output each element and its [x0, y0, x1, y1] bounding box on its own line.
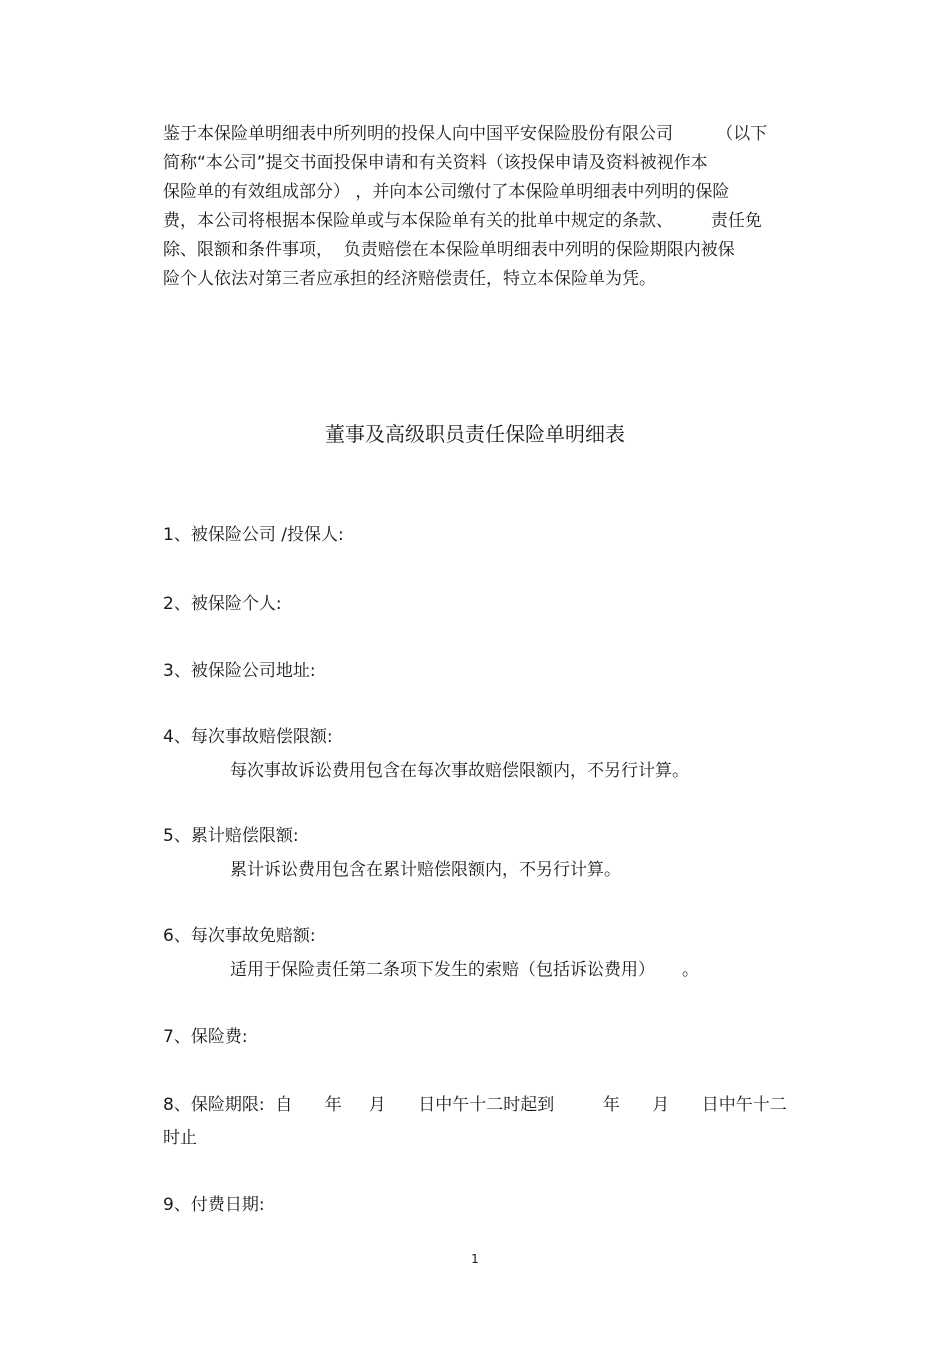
intro-line: 保险单的有效组成部分） ，并向本公司缴付了本保险单明细表中列明的保险: [163, 182, 730, 202]
intro-line: 除、限额和条件事项， 负责赔偿在本保险单明细表中列明的保险期限内被保: [163, 240, 735, 260]
item-deductible: 6、每次事故免赔额:: [163, 926, 316, 946]
intro-paragraph: [163, 120, 803, 294]
item-aggregate-limit-note: 累计诉讼费用包含在累计赔偿限额内，不另行计算。: [230, 860, 621, 880]
item-insured-company: 1、被保险公司 /投保人:: [163, 525, 344, 545]
page-number: 1: [471, 1252, 479, 1266]
item-per-incident-limit-note: 每次事故诉讼费用包含在每次事故赔偿限额内，不另行计算。: [230, 761, 689, 781]
item-aggregate-limit: 5、累计赔偿限额:: [163, 826, 299, 846]
intro-line: 鉴于本保险单明细表中所列明的投保人向中国平安保险股份有限公司 （以下: [163, 124, 768, 144]
item-deductible-note: 适用于保险责任第二条项下发生的索赔（包括诉讼费用） 。: [230, 960, 700, 980]
document-title: 董事及高级职员责任保险单明细表: [325, 422, 625, 446]
item-payment-date: 9、付费日期:: [163, 1195, 265, 1215]
item-policy-period: 8、保险期限: 自 年 月 日中午十二时起到 年 月 日中午十二: [163, 1095, 787, 1115]
item-insured-individual: 2、被保险个人:: [163, 594, 282, 614]
item-premium: 7、保险费:: [163, 1027, 248, 1047]
intro-line: 简称“本公司”提交书面投保申请和有关资料（该投保申请及资料被视作本: [163, 153, 708, 173]
intro-line: 费，本公司将根据本保险单或与本保险单有关的批单中规定的条款、 责任免: [163, 211, 762, 231]
intro-line: 险个人依法对第三者应承担的经济赔偿责任，特立本保险单为凭。: [163, 269, 656, 289]
item-policy-period-continuation: 时止: [163, 1128, 197, 1148]
item-company-address: 3、被保险公司地址:: [163, 661, 316, 681]
item-per-incident-limit: 4、每次事故赔偿限额:: [163, 727, 333, 747]
